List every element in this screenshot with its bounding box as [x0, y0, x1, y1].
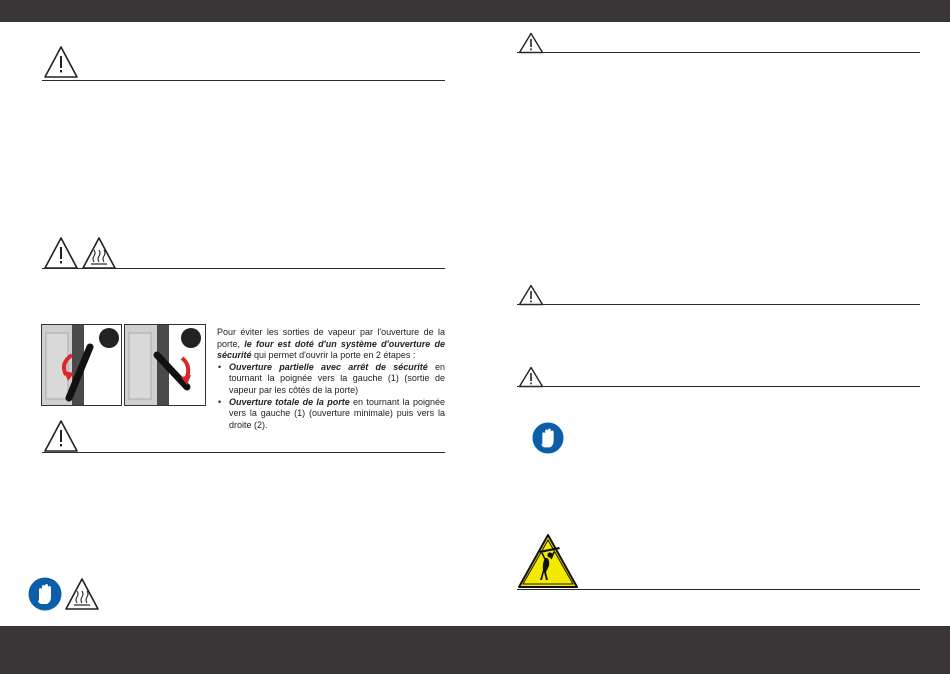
top-bar: [0, 0, 950, 22]
door-partial-opening-figure: [41, 324, 122, 406]
list-item: [217, 397, 445, 432]
warning-triangle-icon: [518, 284, 544, 306]
hot-surface-icon: [81, 236, 117, 270]
protective-gloves-icon: [532, 422, 564, 454]
bottom-bar: [0, 626, 950, 674]
section-divider: [42, 452, 445, 453]
section-divider: [517, 386, 920, 387]
warning-triangle-icon: [518, 32, 544, 54]
section-divider: [517, 589, 920, 590]
intro-tail: qui permet d'ouvrir la porte en 2 étapes :: [254, 350, 416, 361]
warning-triangle-icon: [43, 419, 79, 453]
warning-triangle-icon: [43, 236, 79, 270]
door-opening-description: [217, 327, 445, 431]
step-text: en tournant la poignée vers la gauche (1) (sortie de vapeur par les côtés de la porte): [229, 361, 445, 395]
section-divider: [517, 304, 920, 305]
intro-bold: le four est doté d'un système d'ouverture de sécurité: [217, 338, 445, 361]
step-title: Ouverture totale de la porte: [229, 396, 350, 407]
list-item: [217, 362, 445, 397]
section-divider: [517, 52, 920, 53]
warning-triangle-icon: [518, 366, 544, 388]
step-title: Ouverture partielle avec arrêt de sécurité: [229, 361, 428, 372]
door-total-opening-figure: [124, 324, 206, 406]
warning-triangle-icon: [43, 45, 79, 79]
hot-surface-icon: [64, 577, 100, 611]
intro-lead: Pour éviter les sorties de vapeur par l'ouverture de la porte,: [217, 327, 445, 349]
heavy-lifting-warning-icon: [517, 533, 579, 589]
section-divider: [42, 268, 445, 269]
protective-gloves-icon: [28, 577, 62, 611]
section-divider: [42, 80, 445, 81]
steps-list: [217, 362, 445, 432]
step-text: en tournant la poignée vers la gauche (1) (ouverture minimale) puis vers la droite (2).: [229, 396, 445, 430]
